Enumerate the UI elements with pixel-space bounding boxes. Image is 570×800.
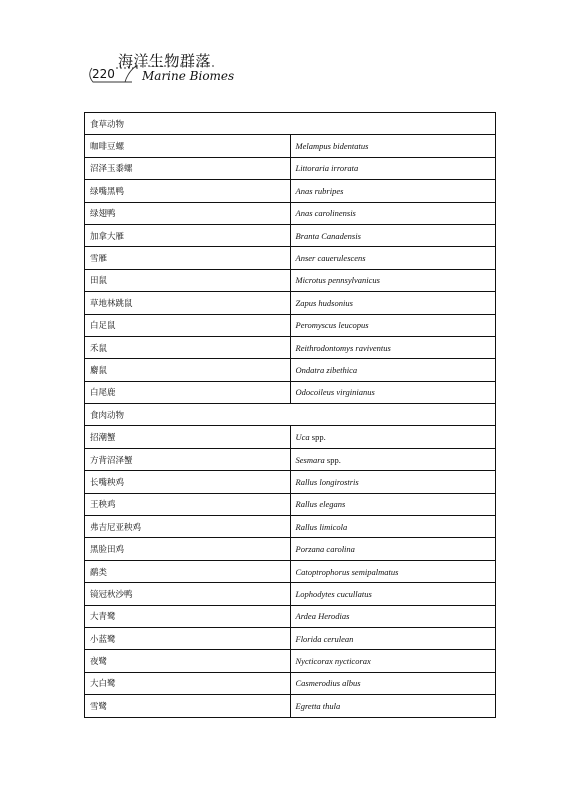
common-name-cell: 长嘴秧鸡	[85, 471, 291, 493]
table-row	[85, 605, 496, 627]
scientific-name: Melampus bidentatus	[295, 141, 369, 152]
table-row	[85, 538, 496, 560]
common-name-cell: 夜鹭	[85, 650, 291, 672]
common-name-cell: 大白鹭	[85, 672, 291, 694]
scientific-name-cell	[290, 135, 496, 157]
scientific-name: Lophodytes cucullatus	[295, 588, 372, 599]
common-name-cell: 雪鹭	[85, 695, 291, 717]
species-table	[84, 112, 496, 718]
common-name-cell: 方背沼泽蟹	[85, 448, 291, 470]
section-header-row	[85, 113, 496, 135]
table-row	[85, 247, 496, 269]
scientific-name-cell	[290, 202, 496, 224]
table-row	[85, 650, 496, 672]
table-row	[85, 359, 496, 381]
scientific-name: Microtus pennsylvanicus	[295, 275, 380, 286]
section-header-row	[85, 404, 496, 426]
header-ornament	[0, 0, 570, 100]
table-row	[85, 471, 496, 493]
scientific-name-cell	[290, 292, 496, 314]
scientific-name: Anas rubripes	[295, 185, 344, 196]
common-name-cell: 绿嘴黑鸭	[85, 180, 291, 202]
common-name-cell: 禾鼠	[85, 336, 291, 358]
section-label: 食肉动物	[85, 404, 496, 426]
common-name-cell: 大青鹭	[85, 605, 291, 627]
common-name-cell: 招潮蟹	[85, 426, 291, 448]
common-name-cell: 小蓝鹭	[85, 627, 291, 649]
common-name-cell: 麝鼠	[85, 359, 291, 381]
book-title-english: Marine Biomes	[142, 69, 235, 83]
table-row	[85, 157, 496, 179]
scientific-name: Nycticorax nycticorax	[295, 656, 371, 667]
table-row	[85, 426, 496, 448]
common-name-cell: 咖啡豆螺	[85, 135, 291, 157]
scientific-name: Florida cerulean	[295, 633, 354, 644]
scientific-name: Porzana carolina	[295, 544, 355, 555]
scientific-name-cell	[290, 224, 496, 246]
scientific-name: Catoptrophorus semipalmatus	[295, 566, 399, 577]
table-row	[85, 560, 496, 582]
common-name-cell: 沼泽玉黍螺	[85, 157, 291, 179]
table-row	[85, 627, 496, 649]
common-name-cell: 白尾鹿	[85, 381, 291, 403]
scientific-name: Casmerodius albus	[295, 678, 361, 689]
scientific-name-cell	[290, 247, 496, 269]
common-name-cell: 白足鼠	[85, 314, 291, 336]
common-name-cell: 草地林跳鼠	[85, 292, 291, 314]
table-row	[85, 672, 496, 694]
scientific-name: Anser cauerulescens	[295, 253, 366, 264]
book-title-chinese: 海洋生物群落	[118, 52, 212, 70]
scientific-name-cell	[290, 672, 496, 694]
table-row	[85, 516, 496, 538]
scientific-name-cell	[290, 381, 496, 403]
table-row	[85, 135, 496, 157]
page-number: 220	[92, 67, 115, 81]
common-name-cell: 镜冠秋沙鸭	[85, 583, 291, 605]
scientific-name: Odocoileus virginianus	[295, 387, 375, 398]
table-row	[85, 314, 496, 336]
table-row	[85, 583, 496, 605]
table-row	[85, 180, 496, 202]
scientific-name: Zapus hudsonius	[295, 297, 353, 308]
table-row	[85, 292, 496, 314]
scientific-name: Ardea Herodias	[295, 611, 350, 622]
table-row	[85, 336, 496, 358]
scientific-name-cell	[290, 493, 496, 515]
scientific-name-cell	[290, 538, 496, 560]
common-name-cell: 雪雁	[85, 247, 291, 269]
table-row	[85, 224, 496, 246]
scientific-name-cell	[290, 560, 496, 582]
scientific-name-cell	[290, 157, 496, 179]
common-name-cell: 鹬类	[85, 560, 291, 582]
scientific-name: Ondatra zibethica	[295, 364, 358, 375]
common-name-cell: 弗吉尼亚秧鸡	[85, 516, 291, 538]
page-header	[0, 0, 570, 100]
scientific-name-cell	[290, 448, 496, 470]
species-table-body	[85, 113, 496, 718]
scientific-name: Littoraria irrorata	[295, 163, 359, 174]
section-label: 食草动物	[85, 113, 496, 135]
scientific-name: Anas carolinensis	[295, 208, 356, 219]
table-row	[85, 202, 496, 224]
scientific-name-cell	[290, 605, 496, 627]
scientific-name-cell	[290, 583, 496, 605]
common-name-cell: 王秧鸡	[85, 493, 291, 515]
scientific-name-cell	[290, 359, 496, 381]
scientific-name-cell	[290, 336, 496, 358]
scientific-name: Egretta thula	[295, 700, 341, 711]
table-row	[85, 381, 496, 403]
scientific-name: Branta Canadensis	[295, 230, 361, 241]
scientific-name-cell	[290, 471, 496, 493]
scientific-name-suffix: spp.	[324, 454, 341, 465]
table-row	[85, 695, 496, 717]
scientific-name-cell	[290, 650, 496, 672]
scientific-name-cell	[290, 180, 496, 202]
scientific-name: Rallus longirostris	[295, 476, 359, 487]
scientific-name: Uca	[295, 432, 310, 443]
scientific-name: Rallus elegans	[295, 499, 346, 510]
scientific-name-cell	[290, 695, 496, 717]
scientific-name-suffix: spp.	[309, 432, 326, 443]
scientific-name: Reithrodontomys raviventus	[295, 342, 391, 353]
scientific-name-cell	[290, 516, 496, 538]
table-row	[85, 448, 496, 470]
scientific-name: Rallus limicola	[295, 521, 348, 532]
scientific-name: Peromyscus leucopus	[295, 320, 369, 331]
scientific-name-cell	[290, 426, 496, 448]
common-name-cell: 田鼠	[85, 269, 291, 291]
scientific-name-cell	[290, 627, 496, 649]
scientific-name: Sesmara	[295, 454, 325, 465]
common-name-cell: 绿翅鸭	[85, 202, 291, 224]
common-name-cell: 黑脸田鸡	[85, 538, 291, 560]
table-row	[85, 493, 496, 515]
scientific-name-cell	[290, 269, 496, 291]
scientific-name-cell	[290, 314, 496, 336]
common-name-cell: 加拿大雁	[85, 224, 291, 246]
table-row	[85, 269, 496, 291]
